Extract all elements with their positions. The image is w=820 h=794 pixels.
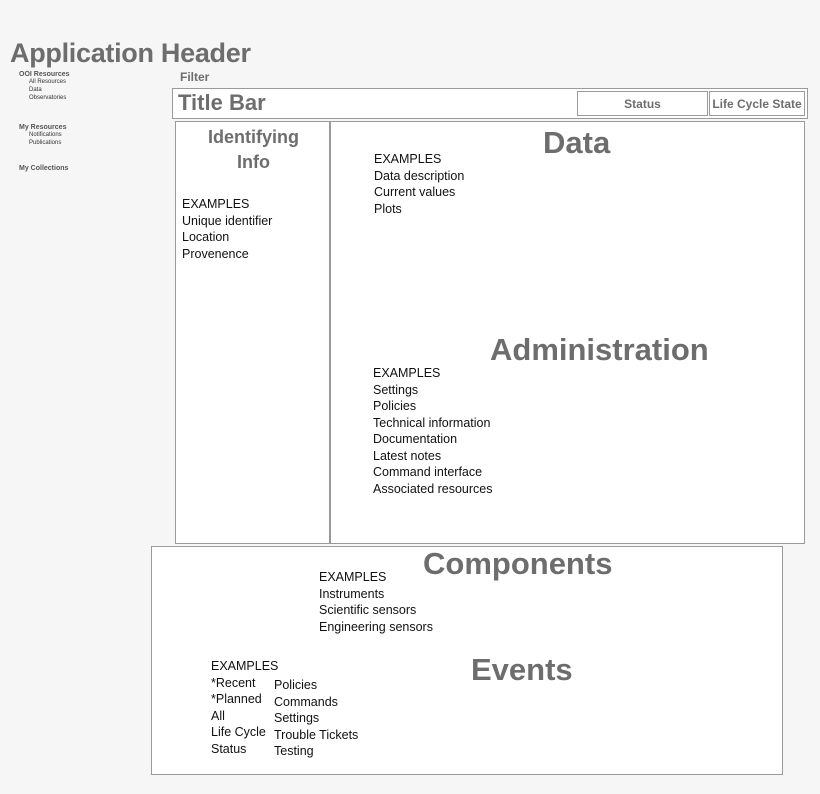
list-item: Testing — [274, 744, 314, 758]
sidebar-group-ooi-resources — [19, 71, 159, 102]
list-item: Location — [182, 230, 230, 244]
list-item: EXAMPLES — [211, 659, 279, 673]
lifecycle-state-field[interactable] — [709, 91, 805, 116]
list-item: Associated resources — [373, 481, 493, 496]
sidebar-group-label[interactable]: OOI Resources — [19, 71, 70, 78]
administration-heading: Administration — [490, 332, 709, 367]
list-item: EXAMPLES — [374, 152, 442, 166]
sidebar-item-all-resources[interactable]: All Resources — [29, 79, 67, 85]
list-item: Command interface — [373, 465, 483, 479]
administration-examples — [373, 365, 493, 497]
identifying-info-panel — [175, 121, 330, 544]
sidebar-item-publications[interactable]: Publications — [29, 140, 62, 146]
events-heading: Events — [471, 652, 573, 687]
list-item: Engineering sensors — [319, 619, 433, 634]
identifying-info-heading — [176, 125, 331, 175]
status-field[interactable] — [577, 91, 708, 116]
list-item: Plots — [374, 201, 402, 216]
list-item: *Recent — [211, 675, 256, 690]
list-item: Status — [211, 741, 247, 756]
data-examples — [374, 151, 464, 217]
list-item: Technical information — [373, 415, 491, 430]
list-item: Policies — [274, 678, 318, 692]
status-label: Status — [624, 97, 661, 111]
list-item: Instruments — [319, 586, 385, 601]
list-item: Provenence — [182, 246, 249, 261]
list-item: Scientific sensors — [319, 603, 417, 617]
list-item: Life Cycle — [211, 725, 266, 739]
sidebar-group-label[interactable]: My Resources — [19, 124, 67, 131]
heading-line: Info — [237, 152, 270, 172]
app-header: Application Header — [10, 38, 251, 68]
components-heading: Components — [423, 546, 613, 581]
data-heading: Data — [543, 125, 611, 160]
list-item: Settings — [274, 711, 320, 725]
lifecycle-state-label: Life Cycle State — [712, 97, 802, 111]
list-item: Documentation — [373, 432, 458, 446]
events-examples-col2 — [274, 677, 358, 760]
sidebar-item-data[interactable]: Data — [29, 87, 42, 93]
list-item: *Planned — [211, 692, 262, 706]
events-examples-col1 — [211, 658, 278, 757]
list-item: All — [211, 708, 225, 723]
list-item: Settings — [373, 382, 419, 397]
list-item: Data description — [374, 168, 465, 183]
sidebar-item-observatories[interactable]: Observatories — [29, 95, 67, 101]
list-item: EXAMPLES — [319, 570, 387, 584]
heading-line: Identifying — [208, 127, 299, 147]
filter-label[interactable]: Filter — [180, 70, 210, 84]
data-admin-panel — [330, 121, 805, 544]
sidebar-item-notifications[interactable]: Notifications — [29, 132, 62, 138]
title-bar — [172, 88, 808, 119]
sidebar-group-label[interactable]: My Collections — [19, 165, 69, 172]
sidebar-group-my-resources — [19, 124, 159, 147]
sidebar-group-my-collections — [19, 165, 159, 172]
list-item: Latest notes — [373, 448, 442, 463]
list-item: Trouble Tickets — [274, 727, 359, 742]
page-title: Title Bar — [178, 90, 266, 115]
sidebar — [19, 71, 159, 172]
list-item: EXAMPLES — [182, 197, 250, 211]
list-item: Current values — [374, 185, 456, 199]
components-examples — [319, 569, 433, 635]
list-item: Commands — [274, 694, 338, 709]
list-item: Unique identifier — [182, 213, 273, 228]
identifying-examples — [182, 196, 272, 262]
components-events-panel — [151, 546, 783, 775]
list-item: Policies — [373, 399, 417, 413]
list-item: EXAMPLES — [373, 366, 441, 380]
